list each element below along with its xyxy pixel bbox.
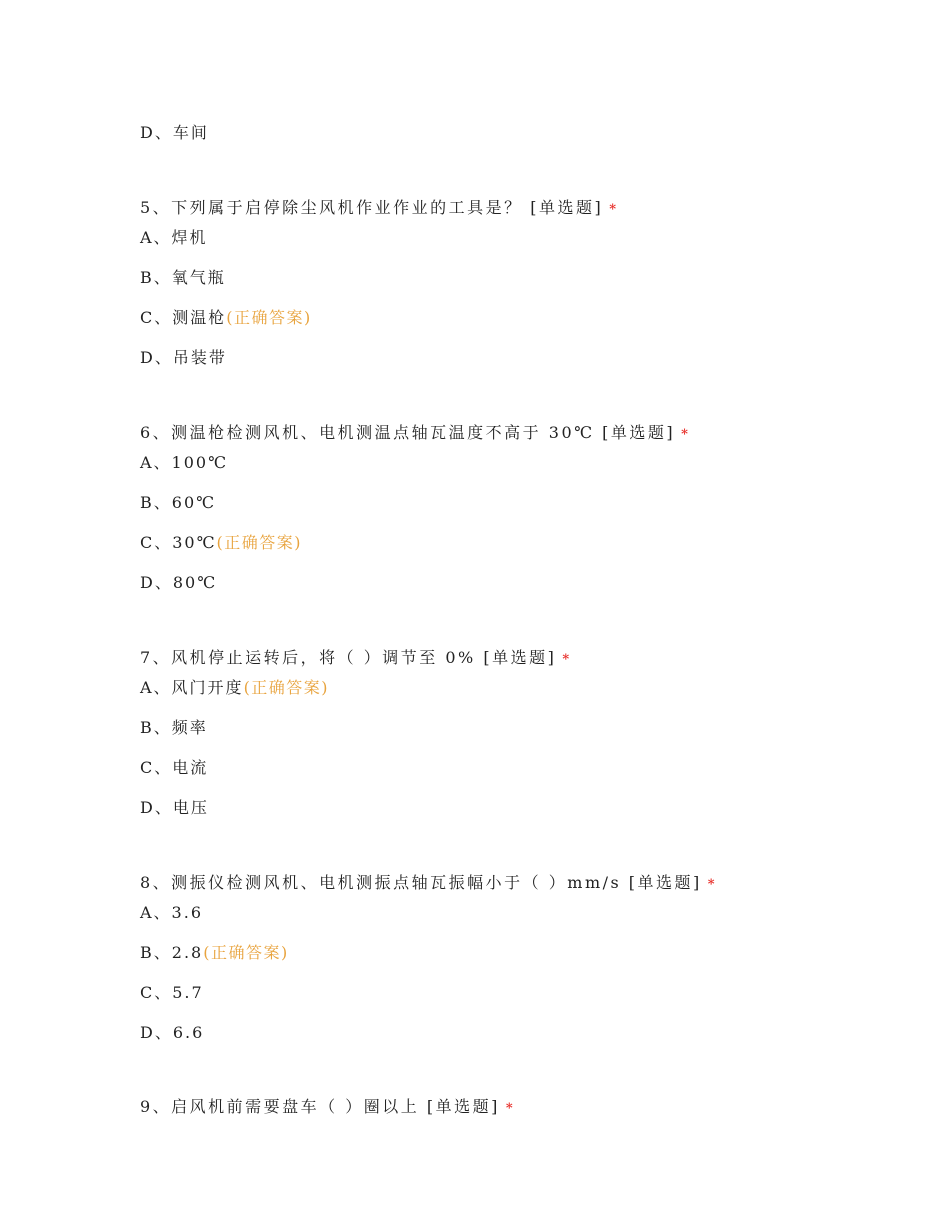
option-text: A、100℃ <box>140 453 228 472</box>
required-mark: * <box>609 202 617 217</box>
option-q5-b <box>140 268 226 288</box>
option-q6-a <box>140 453 228 473</box>
question-9 <box>140 1097 513 1119</box>
required-mark: * <box>505 1101 513 1116</box>
option-text: A、风门开度 <box>140 678 244 697</box>
question-7 <box>140 648 569 670</box>
option-q8-c <box>140 983 204 1003</box>
question-8 <box>140 873 715 895</box>
correct-answer-label: (正确答案) <box>243 678 330 697</box>
option-q6-d <box>140 573 217 593</box>
option-q8-b <box>140 943 289 963</box>
option-text: B、60℃ <box>140 493 217 512</box>
option-text: B、频率 <box>140 718 208 737</box>
option-text: D、吊装带 <box>140 348 227 367</box>
option-text: A、3.6 <box>140 903 204 922</box>
option-text: D、6.6 <box>140 1023 205 1042</box>
question-text: 8、测振仪检测风机、电机测振点轴瓦振幅小于（ ）mm/s [单选题] <box>140 873 702 892</box>
option-q7-a <box>140 678 329 698</box>
option-q4-d <box>140 123 209 143</box>
option-q5-a <box>140 228 208 248</box>
question-text: 9、启风机前需要盘车（ ）圈以上 [单选题] <box>140 1097 500 1116</box>
question-6 <box>140 423 688 445</box>
option-text: D、电压 <box>140 798 209 817</box>
option-text: B、2.8 <box>140 943 204 962</box>
option-text: D、80℃ <box>140 573 218 592</box>
question-5 <box>140 198 616 220</box>
question-text: 6、测温枪检测风机、电机测温点轴瓦温度不高于 30℃ [单选题] <box>140 423 676 442</box>
correct-answer-label: (正确答案) <box>226 308 312 327</box>
option-text: C、电流 <box>140 758 209 777</box>
option-q6-c <box>140 533 302 553</box>
option-text: C、5.7 <box>140 983 204 1002</box>
option-text: D、车间 <box>140 123 209 142</box>
required-mark: * <box>707 877 715 892</box>
required-mark: * <box>681 427 688 442</box>
option-text: A、焊机 <box>140 228 208 247</box>
option-q6-b <box>140 493 216 513</box>
option-q8-a <box>140 903 203 923</box>
option-text: B、氧气瓶 <box>140 268 226 287</box>
correct-answer-label: (正确答案) <box>203 943 289 962</box>
option-q7-c <box>140 758 208 778</box>
option-q8-d <box>140 1023 204 1043</box>
option-text: C、30℃ <box>140 533 217 552</box>
option-q7-b <box>140 718 208 738</box>
option-q7-d <box>140 798 209 818</box>
option-q5-c <box>140 308 312 328</box>
question-text: 7、风机停止运转后，将（ ）调节至 0% [单选题] <box>140 648 557 667</box>
required-mark: * <box>562 652 570 667</box>
option-text: C、测温枪 <box>140 308 227 327</box>
option-q5-d <box>140 348 227 368</box>
question-text: 5、下列属于启停除尘风机作业作业的工具是？ [单选题] <box>140 198 604 217</box>
correct-answer-label: (正确答案) <box>216 533 303 552</box>
